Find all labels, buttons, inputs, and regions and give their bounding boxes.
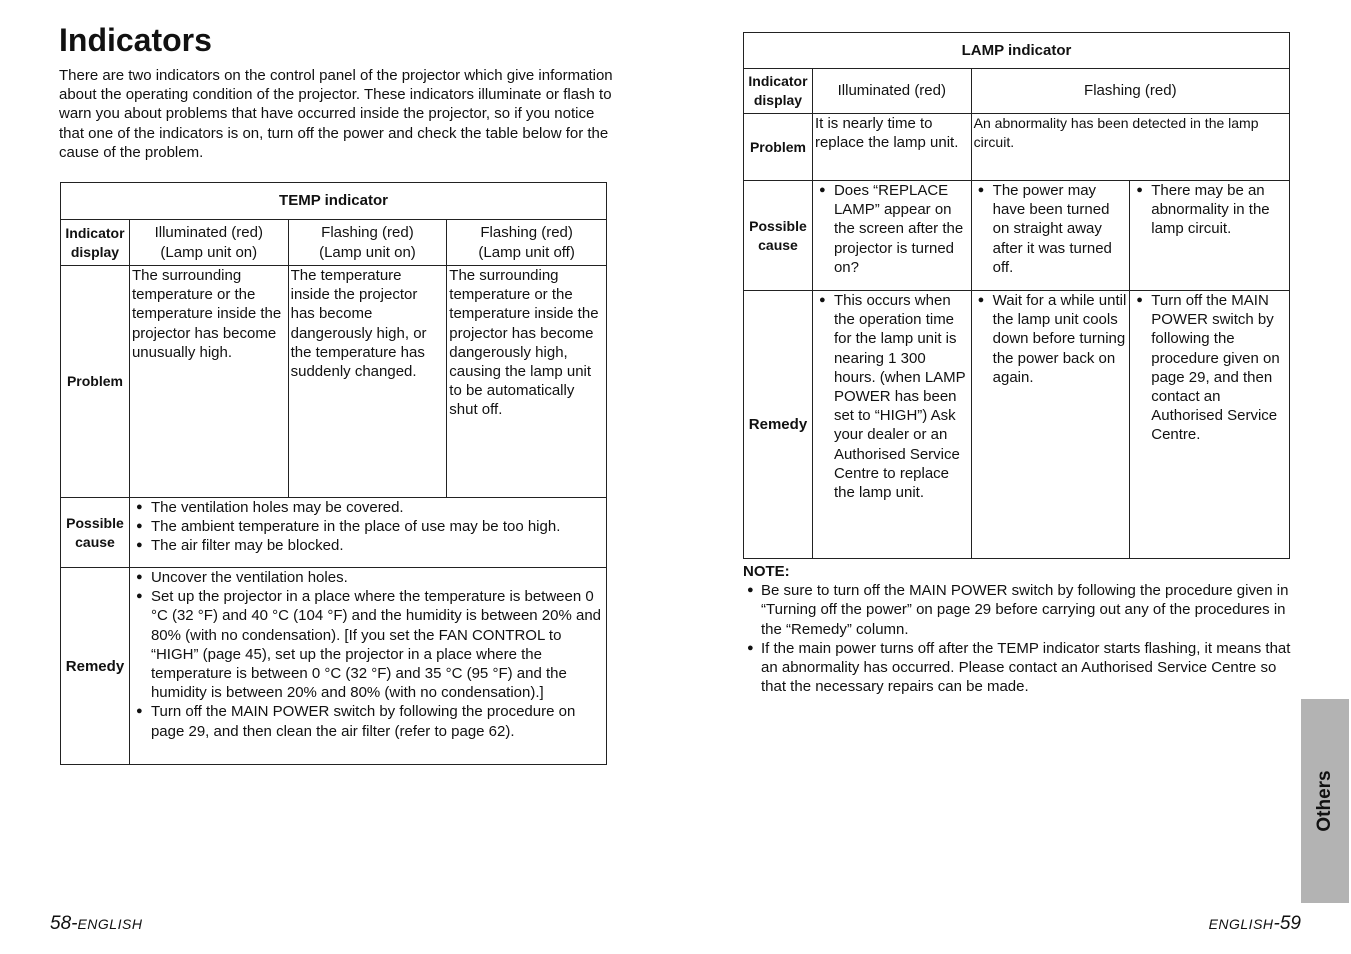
row-head-indicator-line2: display bbox=[70, 243, 120, 260]
temp-cause-item: ● The ambient temperature in the place of use may be too high. bbox=[132, 517, 604, 536]
lamp-table-title: LAMP indicator bbox=[744, 33, 1290, 69]
temp-col-flashing-on bbox=[288, 220, 447, 266]
temp-remedy-item: ● Turn off the MAIN POWER switch by following the procedure on page 29, and then clean the air filter (refer to page 62). bbox=[132, 702, 604, 740]
lamp-col-illuminated: Illuminated (red) bbox=[812, 69, 971, 114]
page-number-right bbox=[1209, 913, 1301, 935]
page-number-left-prefix: 58- bbox=[50, 913, 78, 934]
page-number-right-word: ENGLISH bbox=[1208, 916, 1274, 932]
lamp-remedy-1: ● This occurs when the operation time for the lamp unit is nearing 1 300 hours. (when LAMP POWER has been set to “HIGH”) Ask your dealer or an Authorised Service Centre to replace the lamp unit. bbox=[815, 291, 969, 502]
temp-cause-item: ● The air filter may be blocked. bbox=[132, 536, 604, 555]
temp-cause-item: ● The ventilation holes may be covered. bbox=[132, 498, 604, 517]
lamp-row-head-remedy: Remedy bbox=[744, 291, 813, 559]
lamp-remedy-3: ● Turn off the MAIN POWER switch by following the procedure given on page 29, and then contact an Authorised Service Centre. bbox=[1132, 291, 1287, 445]
temp-remedy-item: ● Set up the projector in a place where the temperature is between 0 °C (32 °F) and 40 °C (104 °F) and the humidity is between 20% and 80% (with no condensation). [If you set the FAN CONTROL to “HIGH” (page 45), set up the projector in a place where the temperature is between 0 °C (32 °F) and 35 °C (95 °F) and the humidity is between 20% and 80% (with no condensation).] bbox=[132, 587, 604, 702]
row-head-problem: Problem bbox=[61, 266, 130, 498]
temp-col-illuminated bbox=[129, 220, 288, 266]
row-head-indicator-line1: Indicator bbox=[65, 224, 125, 241]
right-page bbox=[675, 0, 1351, 954]
lamp-row-head-cause-line1: Possible bbox=[749, 217, 807, 234]
temp-col3-line1: Flashing (red) bbox=[480, 224, 573, 242]
lamp-row-head-problem: Problem bbox=[744, 114, 813, 181]
lamp-indicator-table bbox=[743, 32, 1290, 559]
page-title: Indicators bbox=[59, 22, 212, 58]
temp-causes bbox=[129, 498, 606, 568]
row-head-indicator-display bbox=[61, 220, 130, 266]
row-head-remedy: Remedy bbox=[61, 568, 130, 765]
lamp-problem-1: It is nearly time to replace the lamp unit. bbox=[812, 114, 971, 181]
side-tab-label: Others bbox=[1314, 770, 1335, 832]
lamp-remedy-2: ● Wait for a while until the lamp unit cools down before turning the power back on again. bbox=[974, 291, 1128, 387]
section-side-tab bbox=[1301, 699, 1349, 903]
lamp-row-head-possible-cause bbox=[744, 181, 813, 291]
lamp-cause-2-cell bbox=[971, 181, 1130, 291]
temp-col2-line2: (Lamp unit on) bbox=[319, 243, 416, 261]
temp-table-title: TEMP indicator bbox=[61, 183, 607, 220]
lamp-col-flashing: Flashing (red) bbox=[971, 69, 1289, 114]
temp-problem-2: The temperature inside the projector has become dangerously high, or the temperature has suddenly changed. bbox=[288, 266, 447, 498]
temp-col2-line1: Flashing (red) bbox=[321, 224, 414, 242]
temp-remedy-item: ● Uncover the ventilation holes. bbox=[132, 568, 604, 587]
lamp-cause-3-cell bbox=[1130, 181, 1290, 291]
lamp-row-head-indicator-line1: Indicator bbox=[748, 73, 808, 89]
lamp-row-head-indicator-line2: display bbox=[753, 92, 803, 108]
note-item: ● Be sure to turn off the MAIN POWER switch by following the procedure given in “Turning off the power” on page 29 before carrying out any of the procedures in the “Remedy” column. bbox=[743, 581, 1303, 639]
lamp-cause-1: ● Does “REPLACE LAMP” appear on the screen after the projector is turned on? bbox=[815, 181, 969, 277]
left-page bbox=[0, 0, 675, 954]
temp-col-flashing-off bbox=[447, 220, 607, 266]
lamp-cause-1-cell bbox=[812, 181, 971, 291]
lamp-remedy-3-cell bbox=[1130, 291, 1290, 559]
temp-col1-line2: (Lamp unit on) bbox=[160, 243, 258, 261]
lamp-remedy-1-cell bbox=[812, 291, 971, 559]
intro-paragraph: There are two indicators on the control panel of the projector which give information about the operating condition of the projector. These indicators illuminate or flash to warn you about problems that have occurred inside the projector, so if you notice that one of the indicators is on, turn off the power and check the table below for the cause of the problem. bbox=[59, 67, 613, 161]
lamp-row-head-cause-line2: cause bbox=[758, 236, 798, 253]
temp-indicator-table bbox=[60, 182, 607, 765]
page-number-right-suffix: -59 bbox=[1273, 913, 1301, 934]
row-head-cause-line2: cause bbox=[75, 533, 115, 550]
temp-remedies bbox=[129, 568, 606, 765]
lamp-cause-3: ● There may be an abnormality in the lamp circuit. bbox=[1132, 181, 1287, 239]
temp-col1-line1: Illuminated (red) bbox=[154, 224, 263, 242]
temp-col3-line2: (Lamp unit off) bbox=[478, 243, 575, 261]
lamp-cause-2: ● The power may have been turned on straight away after it was turned off. bbox=[974, 181, 1128, 277]
page-number-left bbox=[50, 913, 142, 935]
temp-problem-1: The surrounding temperature or the temperature inside the projector has become unusually high. bbox=[129, 266, 288, 498]
lamp-row-head-indicator-display bbox=[744, 69, 813, 114]
note-item: ● If the main power turns off after the TEMP indicator starts flashing, it means that an abnormality has occurred. Please contact an Authorised Service Centre so that the necessary repairs can be made. bbox=[743, 639, 1303, 697]
page-number-left-word: ENGLISH bbox=[77, 916, 143, 932]
note-label: NOTE: bbox=[743, 563, 790, 580]
lamp-problem-2: An abnormality has been detected in the lamp circuit. bbox=[971, 114, 1289, 181]
lamp-remedy-2-cell bbox=[971, 291, 1130, 559]
row-head-possible-cause bbox=[61, 498, 130, 568]
note-block bbox=[743, 562, 1303, 696]
row-head-cause-line1: Possible bbox=[66, 514, 124, 531]
temp-problem-3: The surrounding temperature or the temperature inside the projector has become dangerously high, causing the lamp unit to be automatically shut off. bbox=[447, 266, 607, 498]
